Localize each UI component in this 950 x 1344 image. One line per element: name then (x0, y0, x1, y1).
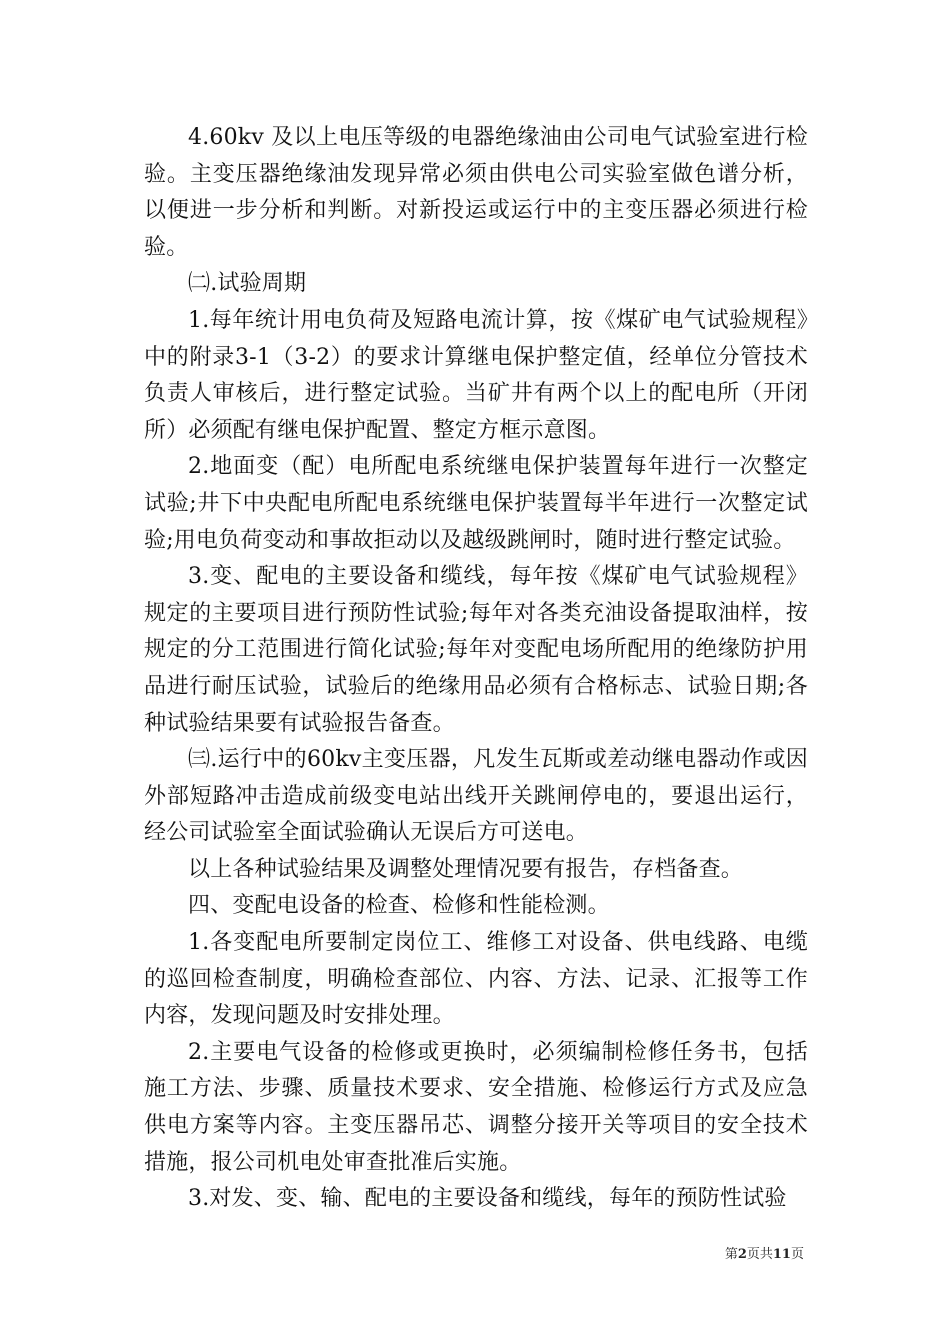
footer-prefix: 第 (724, 1247, 738, 1262)
paragraph-test-cycle-heading: ㈡.试验周期 (188, 271, 307, 297)
footer-middle: 页共 (746, 1247, 773, 1262)
page-number-footer (725, 1247, 804, 1263)
paragraph-patrol-inspection: 1.各变配电所要制定岗位工、维修工对设备、供电线路、电缆的巡回检查制度，明确检查部位、内容、方法、记录、汇报等工作内容，发现问题及时安排处理。 (144, 930, 808, 1029)
section-heading-inspection-maintenance: 四、变配电设备的检查、检修和性能检测。 (188, 893, 610, 919)
footer-suffix: 页 (790, 1247, 804, 1262)
paragraph-transformer-fault: ㈢.运行中的60kv主变压器，凡发生瓦斯或差动继电器动作或因外部短路冲击造成前级变电站出线开关跳闸停电的，要退出运行，经公司试验室全面试验确认无误后方可送电。 (144, 747, 808, 846)
footer-total-pages: 11 (772, 1247, 791, 1262)
paragraph-relay-test-frequency: 2.地面变（配）电所配电系统继电保护装置每年进行一次整定试验;井下中央配电所配电系统继电保护装置每半年进行一次整定试验;用电负荷变动和事故拒动以及越级跳闸时，随时进行整定试验。 (144, 454, 808, 553)
document-body (144, 120, 808, 1218)
paragraph-preventive-test-annual: 3.对发、变、输、配电的主要设备和缆线，每年的预防性试验 (188, 1186, 787, 1212)
footer-current-page: 2 (737, 1247, 747, 1262)
paragraph-maintenance-task: 2.主要电气设备的检修或更换时，必须编制检修任务书，包括施工方法、步骤、质量技术要求、安全措施、检修运行方式及应急供电方案等内容。主变压器吊芯、调整分接开关等项目的安全技术措施，报公司机电处审查批准后实施。 (144, 1039, 808, 1175)
paragraph-relay-setting: 1.每年统计用电负荷及短路电流计算，按《煤矿电气试验规程》中的附录3-1（3-2）的要求计算继电保护整定值，经单位分管技术负责人审核后，进行整定试验。当矿井有两个以上的配电所（开闭所）必须配有继电保护配置、整定方框示意图。 (144, 307, 808, 443)
paragraph-preventive-test: 3.变、配电的主要设备和缆线，每年按《煤矿电气试验规程》规定的主要项目进行预防性试验;每年对各类充油设备提取油样，按规定的分工范围进行简化试验;每年对变配电场所配用的绝缘防护用品进行耐压试验，试验后的绝缘用品必须有合格标志、试验日期;各种试验结果要有试验报告备查。 (144, 564, 808, 736)
paragraph-report-archive: 以上各种试验结果及调整处理情况要有报告，存档备查。 (188, 856, 744, 882)
paragraph-oil-inspection: 4.60kv 及以上电压等级的电器绝缘油由公司电气试验室进行检验。主变压器绝缘油发现异常必须由供电公司实验室做色谱分析，以便进一步分析和判断。对新投运或运行中的主变压器必须进行检验。 (144, 125, 808, 260)
